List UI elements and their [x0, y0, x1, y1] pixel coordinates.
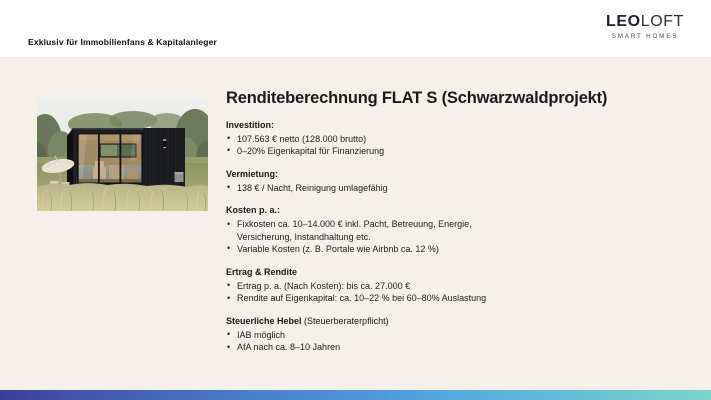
info-sections — [226, 119, 666, 354]
slide-content — [226, 88, 666, 353]
section-label-suffix: (Steuerberaterpflicht) — [301, 315, 389, 326]
bullet-dot: • — [227, 243, 231, 254]
section-label-text: Investition: — [226, 119, 275, 130]
section-label — [226, 315, 666, 327]
house-photo — [37, 97, 208, 211]
logo-word-bold: LEO — [606, 13, 641, 30]
header — [0, 0, 711, 57]
slide-title: Renditeberechnung FLAT S (Schwarzwaldprojekt) — [226, 89, 608, 107]
bullet-item — [226, 292, 516, 304]
bullet-list — [226, 133, 516, 158]
bullet-text: 107.563 € netto (128.000 brutto) — [237, 133, 367, 144]
bullet-dot: • — [227, 218, 231, 229]
section-label — [226, 168, 666, 180]
bullet-text: 138 € / Nacht, Reinigung umlagefähig — [237, 182, 388, 193]
bullet-text: Ertrag p. a. (Nach Kosten): bis ca. 27.000 € — [237, 280, 411, 291]
bullet-text: Variable Kosten (z. B. Portale wie Airbnb ca. 12 %) — [237, 243, 439, 254]
bullet-dot: • — [227, 182, 231, 193]
info-section — [226, 168, 666, 194]
bullet-item — [226, 133, 516, 145]
bullet-item — [226, 218, 516, 243]
bullet-text: Fixkosten ca. 10–14.000 € inkl. Pacht, Betreuung, Energie, Versicherung, Instandhaltung etc. — [237, 219, 472, 242]
info-section — [226, 266, 666, 305]
info-section — [226, 119, 666, 158]
logo-wordmark — [606, 13, 684, 31]
bullet-list — [226, 280, 516, 305]
bullet-text: AfA nach ca. 8–10 Jahren — [237, 342, 341, 353]
bullet-text: Rendite auf Eigenkapital: ca. 10–22 % bei 60–80% Auslastung — [237, 293, 487, 304]
section-label — [226, 119, 666, 131]
bullet-dot: • — [227, 133, 231, 143]
bullet-list — [226, 218, 516, 255]
header-tagline: Exklusiv für Immobilienfans & Kapitalanleger — [28, 37, 217, 47]
bullet-dot: • — [227, 280, 231, 291]
footer-gradient-bar — [0, 390, 711, 400]
bullet-text: 0–20% Eigenkapital für Finanzierung — [237, 145, 385, 156]
section-label-text: Ertrag & Rendite — [226, 266, 298, 277]
logo-word-light: LOFT — [640, 13, 684, 30]
leoloft-logo — [606, 13, 684, 40]
bullet-item — [226, 182, 516, 194]
bullet-item — [226, 145, 516, 157]
bullet-dot: • — [227, 341, 231, 352]
bullet-item — [226, 243, 516, 255]
section-label-text: Steuerliche Hebel — [226, 315, 302, 326]
info-section — [226, 315, 666, 354]
house-photo-illustration — [37, 97, 208, 211]
section-label — [226, 266, 666, 278]
section-label — [226, 204, 666, 216]
bullet-list — [226, 329, 516, 354]
bullet-list — [226, 182, 516, 194]
bullet-item — [226, 280, 516, 292]
bullet-dot: • — [227, 329, 231, 340]
info-section — [226, 204, 666, 255]
bullet-dot: • — [227, 292, 231, 303]
logo-subtitle: SMART HOMES — [611, 33, 679, 40]
bullet-dot: • — [227, 145, 231, 156]
bullet-item — [226, 341, 516, 353]
bullet-text: IAB möglich — [237, 329, 286, 340]
section-label-text: Kosten p. a.: — [226, 205, 281, 216]
section-label-text: Vermietung: — [226, 168, 279, 179]
bullet-item — [226, 329, 516, 341]
